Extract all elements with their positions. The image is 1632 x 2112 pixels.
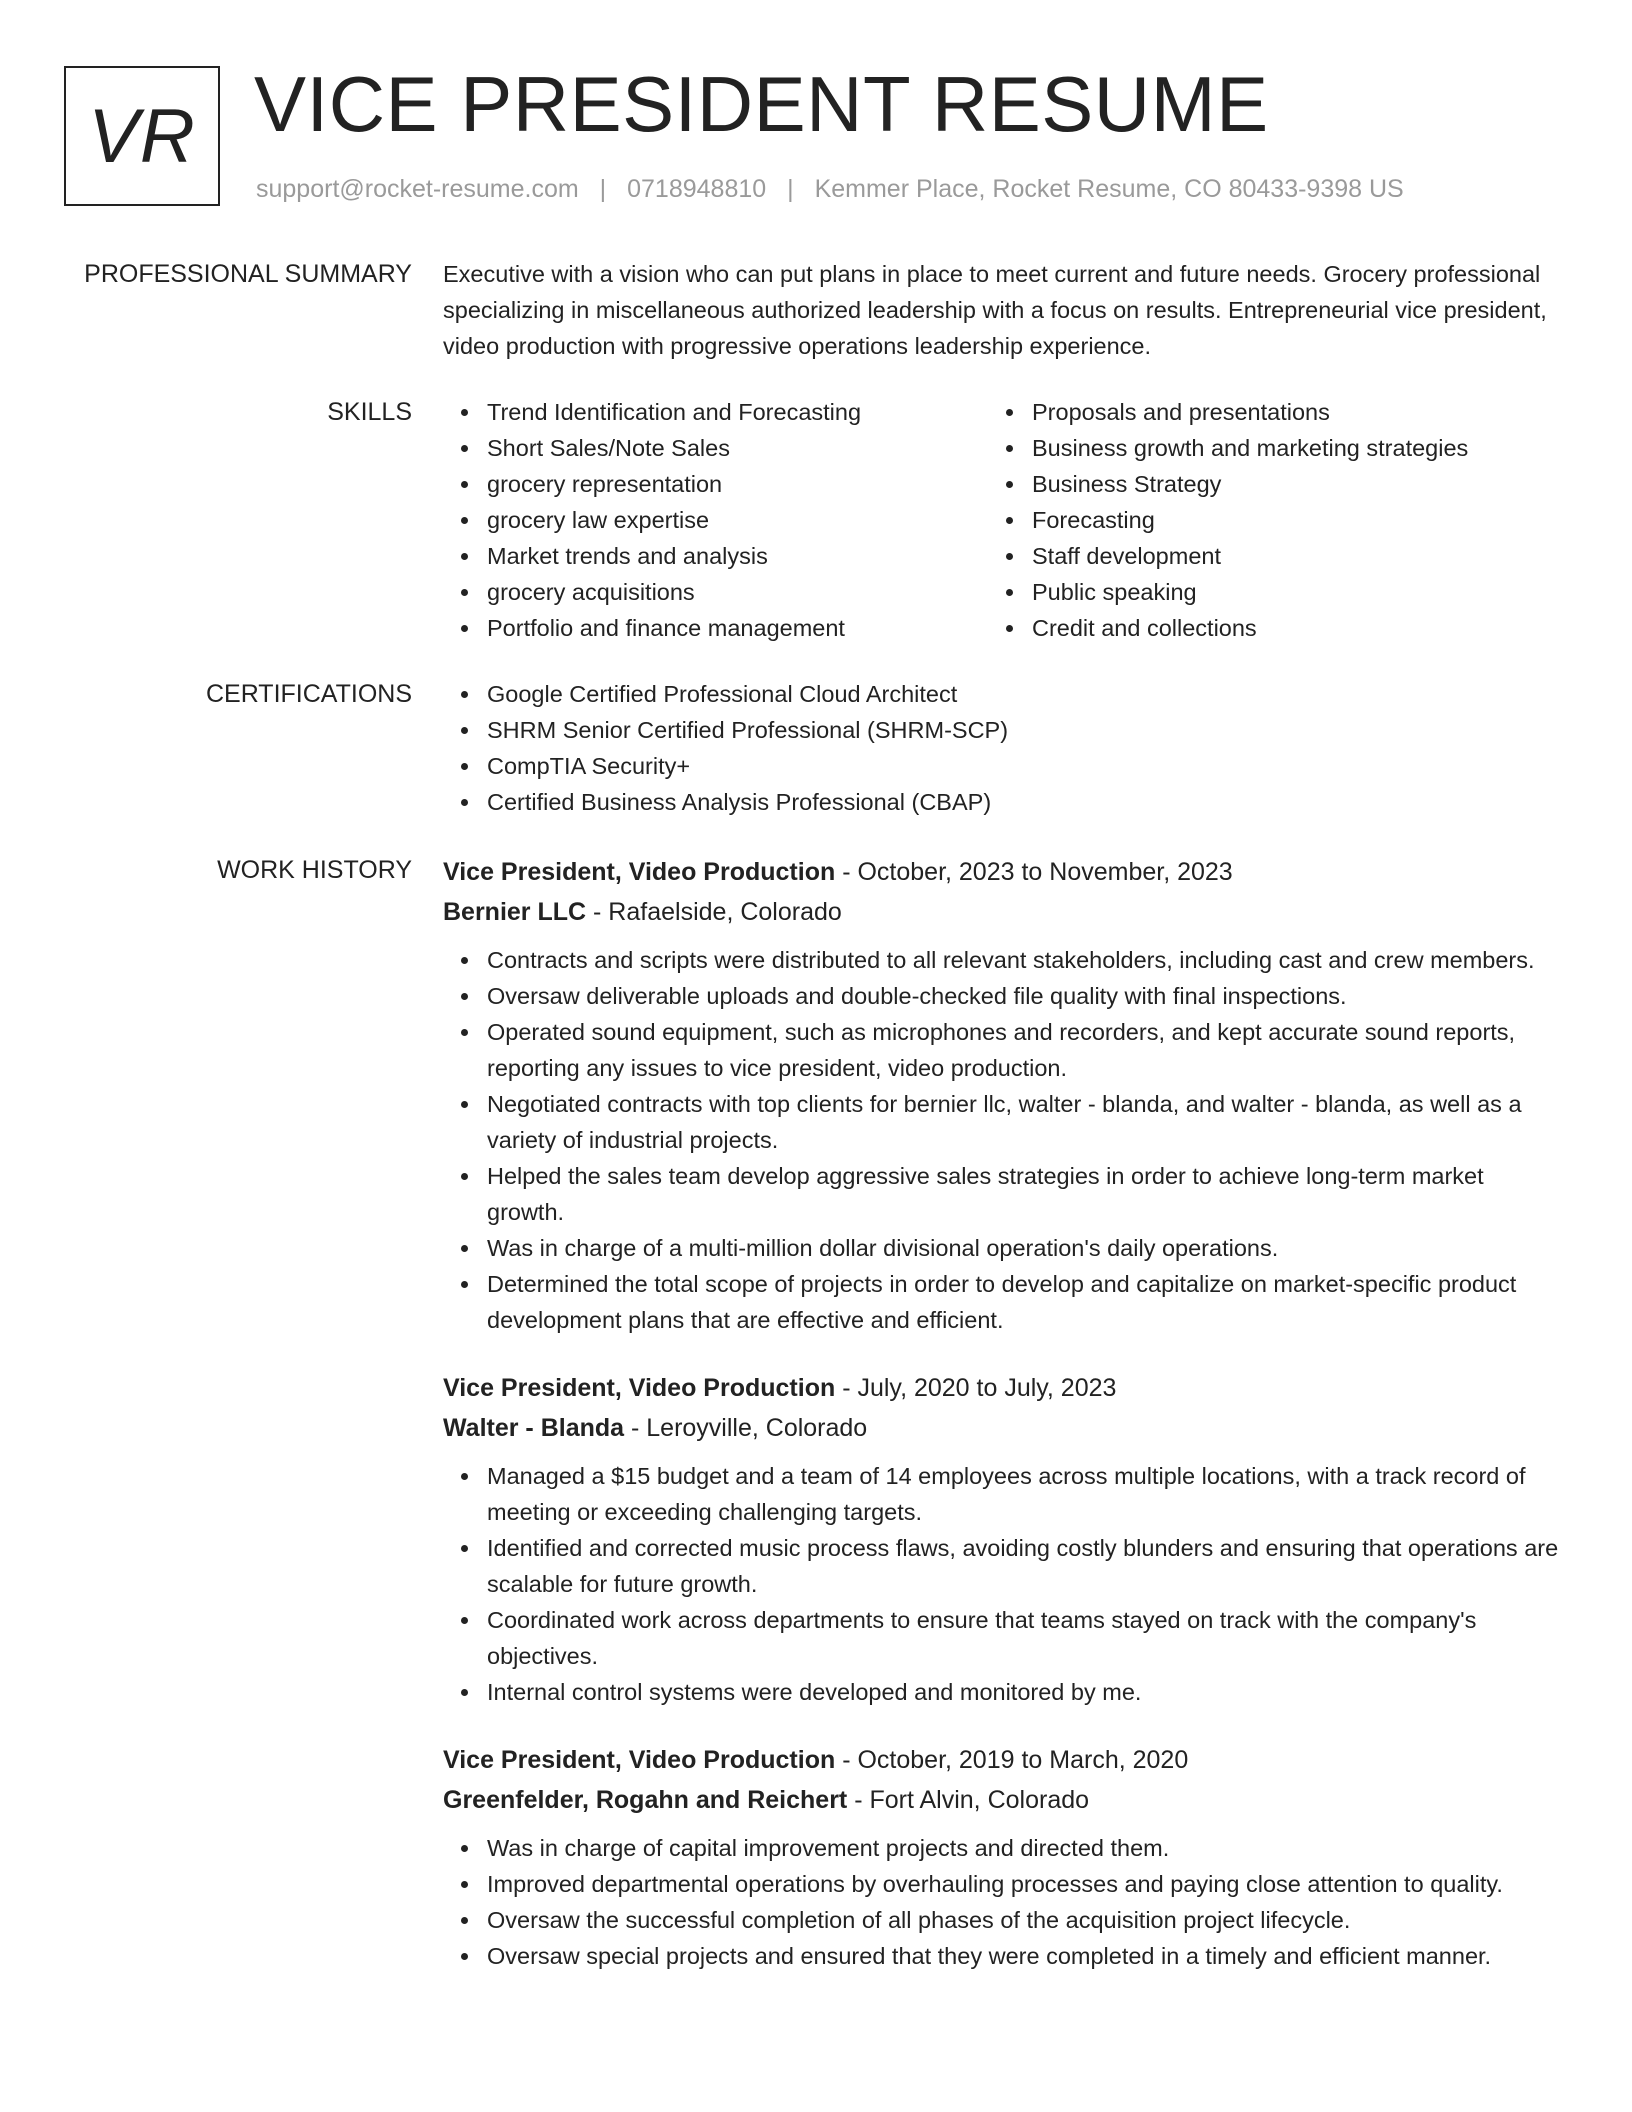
summary-heading: PROFESSIONAL SUMMARY — [84, 260, 412, 288]
job-duty: Determined the total scope of projects in order to develop and capitalize on market-specific product development plans that are effective and efficient. — [443, 1266, 1563, 1338]
contact-line — [256, 172, 1404, 206]
job-duty: Improved departmental operations by overhauling processes and paying close attention to quality. — [443, 1866, 1563, 1902]
job-duty: Contracts and scripts were distributed to all relevant stakeholders, including cast and crew members. — [443, 942, 1563, 978]
contact-phone: 0718948810 — [627, 175, 767, 203]
job-company-line — [443, 1780, 1563, 1820]
skill-item: Forecasting — [988, 502, 1533, 538]
summary-body — [443, 256, 1563, 364]
job-title: Vice President, Video Production — [443, 858, 836, 886]
job-entry — [443, 852, 1563, 1338]
skills-list-left — [443, 394, 988, 646]
skill-item: Public speaking — [988, 574, 1533, 610]
skill-item: Trend Identification and Forecasting — [443, 394, 988, 430]
job-company: Walter - Blanda — [443, 1414, 625, 1442]
job-duty: Identified and corrected music process flaws, avoiding costly blunders and ensuring that operations are scalable for future growth. — [443, 1530, 1563, 1602]
skills-heading: SKILLS — [327, 398, 412, 426]
job-company: Bernier LLC — [443, 898, 587, 926]
certifications-body — [443, 676, 1563, 820]
job-entry — [443, 1368, 1563, 1710]
skill-item: grocery acquisitions — [443, 574, 988, 610]
certifications-heading: CERTIFICATIONS — [205, 680, 412, 708]
job-company-line — [443, 892, 1563, 932]
certification-item: Google Certified Professional Cloud Architect — [443, 676, 1563, 712]
job-duty: Helped the sales team develop aggressive sales strategies in order to achieve long-term market growth. — [443, 1158, 1563, 1230]
job-company-line — [443, 1408, 1563, 1448]
skill-item: Business growth and marketing strategies — [988, 430, 1533, 466]
job-duty: Negotiated contracts with top clients for bernier llc, walter - blanda, and walter - blanda, as well as a variety of industrial projects. — [443, 1086, 1563, 1158]
certifications-list — [443, 676, 1563, 820]
skill-item: Staff development — [988, 538, 1533, 574]
job-duties — [443, 1458, 1563, 1710]
job-duty: Internal control systems were developed and monitored by me. — [443, 1674, 1563, 1710]
job-duties — [443, 942, 1563, 1338]
job-duty: Operated sound equipment, such as microphones and recorders, and kept accurate sound reports, reporting any issues to vice president, video production. — [443, 1014, 1563, 1086]
job-entry — [443, 1740, 1563, 1974]
skill-item: Market trends and analysis — [443, 538, 988, 574]
contact-email: support@rocket-resume.com — [256, 175, 579, 203]
page-title: VICE PRESIDENT RESUME — [254, 60, 1269, 148]
job-duty: Oversaw deliverable uploads and double-checked file quality with final inspections. — [443, 978, 1563, 1014]
monogram-logo: VR — [64, 66, 220, 206]
certification-item: SHRM Senior Certified Professional (SHRM-SCP) — [443, 712, 1563, 748]
job-dates: - July, 2020 to July, 2023 — [835, 1374, 1117, 1402]
job-location: - Rafaelside, Colorado — [586, 898, 842, 926]
skills-list-right — [988, 394, 1533, 646]
job-duty: Oversaw the successful completion of all phases of the acquisition project lifecycle. — [443, 1902, 1563, 1938]
job-duty: Was in charge of capital improvement projects and directed them. — [443, 1830, 1563, 1866]
skill-item: Credit and collections — [988, 610, 1533, 646]
job-dates: - October, 2019 to March, 2020 — [835, 1746, 1189, 1774]
job-title-line — [443, 852, 1563, 892]
job-title: Vice President, Video Production — [443, 1746, 836, 1774]
job-duty: Oversaw special projects and ensured that they were completed in a timely and efficient manner. — [443, 1938, 1563, 1974]
job-duty: Managed a $15 budget and a team of 14 employees across multiple locations, with a track record of meeting or exceeding challenging targets. — [443, 1458, 1563, 1530]
certification-item: CompTIA Security+ — [443, 748, 1563, 784]
skill-item: Proposals and presentations — [988, 394, 1533, 430]
job-location: - Fort Alvin, Colorado — [847, 1786, 1090, 1814]
contact-address: Kemmer Place, Rocket Resume, CO 80433-9398 US — [814, 175, 1404, 203]
job-duties — [443, 1830, 1563, 1974]
job-title-line — [443, 1368, 1563, 1408]
job-dates: - October, 2023 to November, 2023 — [835, 858, 1233, 886]
skills-body — [443, 394, 1563, 646]
skill-item: Short Sales/Note Sales — [443, 430, 988, 466]
job-duty: Coordinated work across departments to ensure that teams stayed on track with the company's objectives. — [443, 1602, 1563, 1674]
skill-item: Business Strategy — [988, 466, 1533, 502]
contact-separator: | — [599, 175, 607, 203]
work-history-body — [443, 852, 1563, 2004]
job-company: Greenfelder, Rogahn and Reichert — [443, 1786, 848, 1814]
job-location: - Leroyville, Colorado — [624, 1414, 868, 1442]
skill-item: grocery representation — [443, 466, 988, 502]
certification-item: Certified Business Analysis Professional (CBAP) — [443, 784, 1563, 820]
summary-text: Executive with a vision who can put plans in place to meet current and future needs. Grocery professional specializing in miscellaneous authorized leadership with a focus on results. Entrepreneurial vice president, video production with progressive operations leadership experience. — [443, 261, 1547, 359]
job-duty: Was in charge of a multi-million dollar divisional operation's daily operations. — [443, 1230, 1563, 1266]
job-title-line — [443, 1740, 1563, 1780]
skill-item: grocery law expertise — [443, 502, 988, 538]
job-title: Vice President, Video Production — [443, 1374, 836, 1402]
skill-item: Portfolio and finance management — [443, 610, 988, 646]
work-history-heading: WORK HISTORY — [217, 856, 412, 884]
contact-separator: | — [787, 175, 794, 203]
